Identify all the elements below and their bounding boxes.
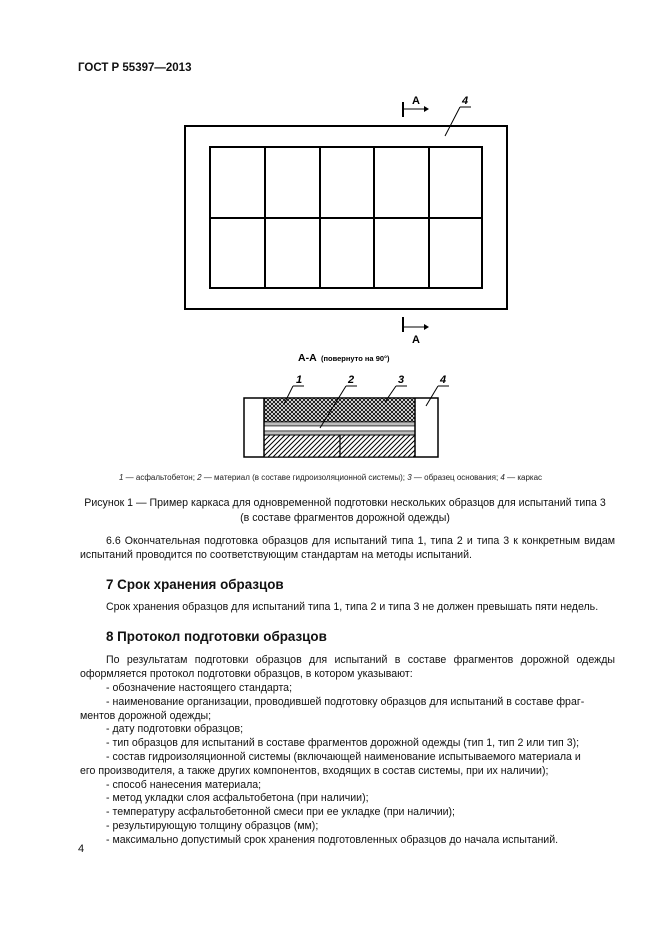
section-note: (повернуто на 90°) xyxy=(321,354,390,363)
membrane-gap xyxy=(264,426,415,431)
caption-line: Рисунок 1 — Пример каркаса для одновременной подготовки нескольких образцов для испытаний типа 3 xyxy=(84,497,606,509)
legend-text: — асфальтобетон; xyxy=(123,473,198,482)
list-item: - способ нанесения материала; xyxy=(106,778,262,791)
legend-num: 2 xyxy=(197,473,202,482)
section-label: А xyxy=(412,334,420,346)
section-mark-top xyxy=(403,95,429,117)
callout-number: 1 xyxy=(296,374,303,386)
section-8-intro: По результатам подготовки образцов для испытаний в составе фрагментов дорожной одежды оформляется протокол подготовки образцов, в котором указывают: xyxy=(80,654,615,680)
membrane-layer xyxy=(264,431,415,435)
section-7-heading: 7 Срок хранения образцов xyxy=(106,577,284,592)
list-item: - состав гидроизоляционной системы (включающей наименование испытываемого материала и xyxy=(106,750,581,763)
callout-number: 2 xyxy=(348,374,355,386)
list-item-continuation: ментов дорожной одежды; xyxy=(80,709,212,722)
legend-text: — материал (в составе гидроизоляционной системы); xyxy=(201,473,408,482)
legend-num: 4 xyxy=(500,473,505,482)
list-item: - результирующую толщину образцов (мм); xyxy=(106,819,319,832)
asphalt-layer xyxy=(264,398,415,422)
list-item: - дату подготовки образцов; xyxy=(106,723,244,736)
figure-legend xyxy=(0,473,661,482)
membrane-layer xyxy=(264,422,415,426)
list-item: - максимально допустимый срок хранения подготовленных образцов до начала испытаний. xyxy=(106,833,559,846)
list-item: - обозначение настоящего стандарта; xyxy=(106,682,293,694)
section-label: А xyxy=(412,95,420,107)
list-item: - температуру асфальтобетонной смеси при ее укладке (при наличии); xyxy=(106,806,456,819)
section-mark-bottom xyxy=(403,317,429,346)
legend-num: 1 xyxy=(118,473,124,482)
legend-text: — образец основания; xyxy=(411,473,501,482)
document-code: ГОСТ Р 55397—2013 xyxy=(78,62,192,74)
section-7-text: Срок хранения образцов для испытаний типа 1, типа 2 и типа 3 не должен превышать пяти недель. xyxy=(106,601,599,613)
page-number: 4 xyxy=(78,843,85,855)
callout-4-plan xyxy=(445,95,471,136)
legend-text: — каркас xyxy=(504,473,543,482)
callout-number: 3 xyxy=(398,374,405,386)
list-item-continuation: его производителя, а также других компонентов, входящих в состав системы, при их наличии); xyxy=(80,764,549,777)
paragraph-6-6: 6.6 Окончательная подготовка образцов для испытаний типа 1, типа 2 и типа 3 к конкретным видам испытаний проводится по соответствующим стандартам на методы испытаний. xyxy=(80,535,615,561)
callout-number: 4 xyxy=(440,374,447,386)
protocol-items-list xyxy=(80,682,615,848)
legend-num: 3 xyxy=(407,473,412,482)
section-title: А-А xyxy=(298,352,317,364)
section-view xyxy=(244,398,438,457)
section-8-heading: 8 Протокол подготовки образцов xyxy=(106,629,327,644)
list-item: - метод укладки слоя асфальтобетона (при наличии); xyxy=(106,792,369,805)
figure-caption xyxy=(80,496,610,526)
list-item: - наименование организации, проводившей подготовку образцов для испытаний в составе фраг- xyxy=(106,695,585,708)
list-item: - тип образцов для испытаний в составе фрагментов дорожной одежды (тип 1, тип 2 или тип 3); xyxy=(106,737,580,750)
plan-view xyxy=(185,95,507,346)
callout-number: 4 xyxy=(462,95,469,107)
caption-line: (в составе фрагментов дорожной одежды) xyxy=(240,512,450,524)
